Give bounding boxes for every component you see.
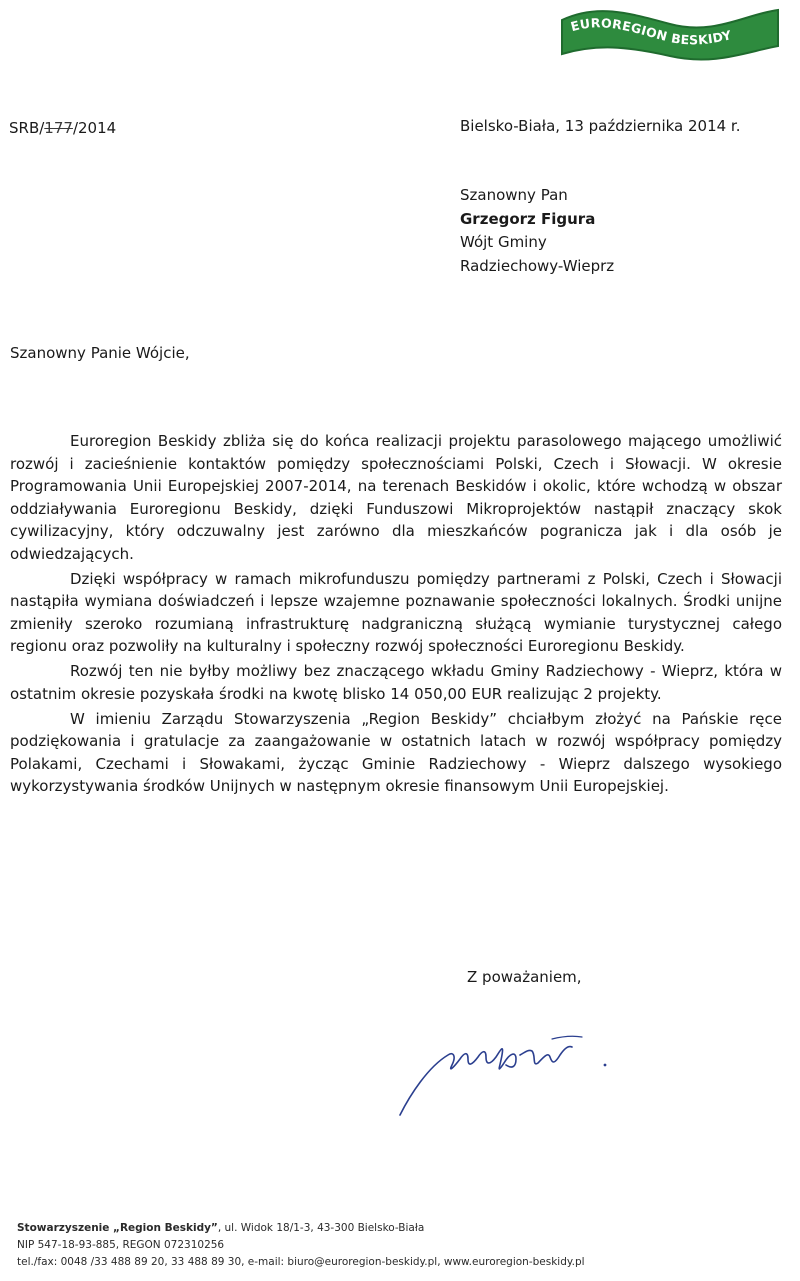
place-date: Bielsko-Biała, 13 października 2014 r. bbox=[460, 117, 741, 135]
handwritten-signature bbox=[392, 1015, 632, 1125]
body-paragraph-4: W imieniu Zarządu Stowarzyszenia „Region Beskidy” chciałbym złożyć na Pańskie ręce podziękowania i gratulacje za zaangażowanie w ostatnich latach w rozwój współpracy pomiędzy Polakami, Czechami i Słowakami, życząc Gminie Radziechowy - Wieprz dalszego wysokiego wykorzystywania środków Unijnych w następnym okresie finansowym Unii Europejskiej. bbox=[10, 709, 782, 795]
euroregion-beskidy-logo bbox=[556, 4, 784, 66]
salutation: Szanowny Panie Wójcie, bbox=[10, 344, 190, 362]
body-paragraph-3: Rozwój ten nie byłby możliwy bez znaczącego wkładu Gminy Radziechowy - Wieprz, która w ostatnim okresie pozyskała środki na kwotę blisko 14 050,00 EUR realizując 2 projekty. bbox=[10, 662, 782, 703]
letter-body bbox=[10, 430, 782, 800]
footer-contact: tel./fax: 0048 /33 488 89 20, 33 488 89 30, e-mail: biuro@euroregion-beskidy.pl, www.euroregion-beskidy.pl bbox=[17, 1256, 585, 1268]
recipient-greeting-line: Szanowny Pan bbox=[460, 186, 568, 204]
recipient-name: Grzegorz Figura bbox=[460, 209, 596, 228]
recipient-title: Wójt Gminy bbox=[460, 233, 547, 251]
footer-address: , ul. Widok 18/1-3, 43-300 Bielsko-Biała bbox=[217, 1222, 425, 1234]
reference-number-value: 177 bbox=[44, 119, 73, 137]
footer-ids: NIP 547-18-93-885, REGON 072310256 bbox=[17, 1239, 225, 1251]
reference-prefix: SRB/ bbox=[9, 119, 45, 137]
body-paragraph-2: Dzięki współpracy w ramach mikrofunduszu pomiędzy partnerami z Polski, Czech i Słowacji nastąpiła wymiana doświadczeń i lepsze wzajemne poznawanie społeczności lokalnych. Środki unijne zmieniły szeroko rozumianą infrastrukturę nadgraniczną służącą wymianie turystycznej całego regionu oraz pozwoliły na kulturalny i społeczny rozwój społeczności Euroregionu Beskidy. bbox=[10, 569, 782, 655]
closing: Z poważaniem, bbox=[467, 968, 582, 986]
body-paragraph-1: Euroregion Beskidy zbliża się do końca realizacji projektu parasolowego mającego umożliwić rozwój i zacieśnienie kontaktów pomiędzy społecznościami Polski, Czech i Słowacji. W okresie Programowania Unii Europejskiej 2007-2014, na terenach Beskidów i okolic, które wchodzą w obszar oddziaływania Euroregionu Beskidy, dzięki Funduszowi Mikroprojektów nastąpił znaczący skok cywilizacyjny, który odczuwalny jest zarówno dla mieszkańców pogranicza jak i dla osób je odwiedzających. bbox=[10, 432, 782, 563]
recipient-municipality: Radziechowy-Wieprz bbox=[460, 256, 615, 275]
reference-suffix: /2014 bbox=[72, 119, 117, 137]
recipient-block bbox=[460, 184, 614, 278]
footer-address-line bbox=[17, 1220, 585, 1237]
reference-number bbox=[9, 119, 116, 137]
logo-text: EUROREGION BESKIDY bbox=[569, 15, 733, 48]
footer-org-name: Stowarzyszenie „Region Beskidy” bbox=[17, 1222, 218, 1234]
footer bbox=[17, 1220, 585, 1271]
